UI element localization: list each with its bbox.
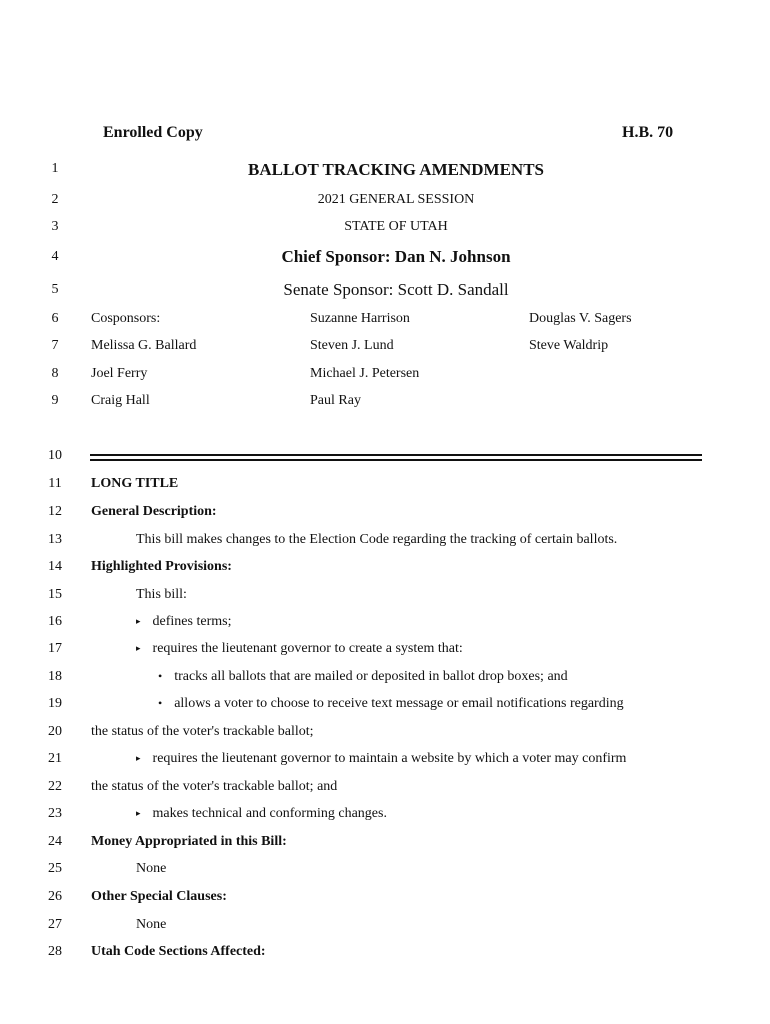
line-number: 11 — [48, 476, 62, 491]
provision-item — [136, 614, 231, 630]
line-number: 13 — [48, 532, 62, 547]
line-number: 24 — [48, 834, 62, 849]
money-appropriated-heading: Money Appropriated in this Bill: — [91, 834, 287, 849]
cosponsors-label: Cosponsors: — [91, 311, 161, 326]
line-number: 17 — [48, 641, 62, 656]
line-number: 3 — [51, 219, 59, 234]
money-appropriated-value: None — [136, 861, 167, 876]
code-sections-heading: Utah Code Sections Affected: — [91, 944, 266, 959]
line-number: 28 — [48, 944, 62, 959]
line-number: 25 — [48, 861, 62, 876]
cosponsor-name: Douglas V. Sagers — [529, 311, 632, 326]
provision-text: defines terms; — [152, 614, 232, 629]
cosponsor-name: Steve Waldrip — [529, 338, 609, 353]
line-number: 20 — [48, 724, 62, 739]
senate-sponsor: Senate Sponsor: Scott D. Sandall — [283, 280, 509, 299]
chief-sponsor: Chief Sponsor: Dan N. Johnson — [281, 247, 511, 266]
line-number: 26 — [48, 889, 62, 904]
triangle-bullet-icon: ▸ — [136, 616, 141, 627]
provision-continuation: the status of the voter's trackable ballot; and — [91, 779, 338, 794]
cosponsor-name: Melissa G. Ballard — [91, 338, 197, 353]
dot-bullet-icon: • — [158, 696, 163, 710]
provision-item — [136, 751, 626, 767]
cosponsor-name: Joel Ferry — [91, 366, 148, 381]
line-number: 12 — [48, 504, 62, 519]
dot-bullet-icon: • — [158, 669, 163, 683]
long-title-heading: LONG TITLE — [91, 476, 179, 491]
special-clauses-heading: Other Special Clauses: — [91, 889, 227, 904]
line-number: 6 — [51, 311, 59, 326]
general-description-heading: General Description: — [91, 504, 217, 519]
line-number: 7 — [51, 338, 59, 353]
special-clauses-value: None — [136, 917, 167, 932]
provision-continuation: the status of the voter's trackable ballot; — [91, 724, 314, 739]
line-number: 15 — [48, 587, 62, 602]
provision-item — [136, 806, 387, 822]
divider-rule — [90, 454, 702, 456]
line-number: 16 — [48, 614, 62, 629]
line-number: 22 — [48, 779, 62, 794]
cosponsor-name: Steven J. Lund — [310, 338, 394, 353]
triangle-bullet-icon: ▸ — [136, 753, 141, 764]
highlighted-provisions-heading: Highlighted Provisions: — [91, 559, 232, 574]
document-status: Enrolled Copy — [103, 124, 203, 141]
line-number: 1 — [51, 161, 59, 176]
triangle-bullet-icon: ▸ — [136, 808, 141, 819]
cosponsor-name: Craig Hall — [91, 393, 150, 408]
line-number: 14 — [48, 559, 62, 574]
state: STATE OF UTAH — [344, 219, 448, 234]
line-number: 9 — [51, 393, 59, 408]
bill-title: BALLOT TRACKING AMENDMENTS — [248, 160, 544, 179]
triangle-bullet-icon: ▸ — [136, 643, 141, 654]
line-number: 8 — [51, 366, 59, 381]
this-bill-text: This bill: — [136, 587, 187, 602]
general-description: This bill makes changes to the Election Code regarding the tracking of certain ballots. — [136, 532, 618, 547]
session: 2021 GENERAL SESSION — [317, 192, 475, 207]
divider-rule — [90, 459, 702, 461]
cosponsor-name: Michael J. Petersen — [310, 366, 420, 381]
provision-item — [136, 641, 463, 657]
bill-number: H.B. 70 — [622, 124, 674, 141]
line-number: 27 — [48, 917, 62, 932]
provision-text: makes technical and conforming changes. — [152, 806, 387, 821]
line-number: 2 — [51, 192, 59, 207]
line-number: 19 — [48, 696, 62, 711]
sub-provision-item — [158, 696, 624, 712]
line-number: 18 — [48, 669, 62, 684]
provision-text: requires the lieutenant governor to create a system that: — [152, 641, 463, 656]
line-number: 23 — [48, 806, 62, 821]
provision-text: allows a voter to choose to receive text message or email notifications regarding — [174, 696, 624, 711]
cosponsor-name: Paul Ray — [310, 393, 361, 408]
line-number: 4 — [51, 249, 59, 264]
line-number: 21 — [48, 751, 62, 766]
line-number: 10 — [48, 448, 62, 463]
provision-text: requires the lieutenant governor to maintain a website by which a voter may confirm — [152, 751, 627, 766]
sub-provision-item — [158, 669, 568, 685]
line-number: 5 — [51, 282, 59, 297]
cosponsor-name: Suzanne Harrison — [310, 311, 410, 326]
provision-text: tracks all ballots that are mailed or deposited in ballot drop boxes; and — [174, 669, 568, 684]
